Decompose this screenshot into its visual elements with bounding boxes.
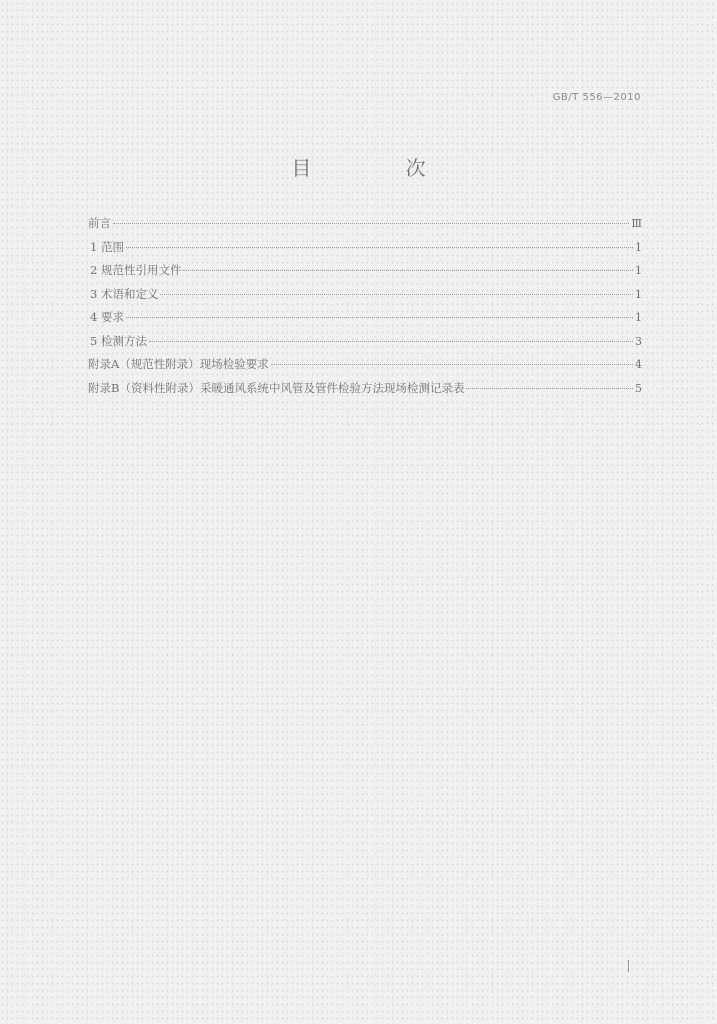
toc-entry-label: 3 术语和定义 [90, 286, 159, 301]
scan-mark [628, 960, 629, 972]
toc-entry-label: 前言 [88, 216, 111, 230]
toc-dot-leader [183, 270, 633, 271]
toc-dot-leader [271, 364, 633, 365]
toc-entry-test-methods[interactable] [88, 332, 642, 356]
toc-entry-label: 附录B（资料性附录）采暖通风系统中风管及管件检验方法现场检测记录表 [88, 380, 465, 395]
toc-page-number: Ⅲ [631, 217, 642, 230]
toc-dot-leader [126, 317, 633, 318]
toc-title: 目 次 [291, 156, 470, 180]
toc-page-number: 1 [635, 311, 642, 324]
toc-dot-leader [149, 341, 633, 342]
toc-entry-normative-references[interactable] [88, 261, 642, 285]
toc-dot-leader [466, 388, 633, 389]
toc-dot-leader [126, 247, 633, 248]
toc-entry-annex-a[interactable] [88, 355, 642, 379]
toc-entry-foreword[interactable] [88, 214, 642, 238]
toc-page-number: 4 [635, 358, 642, 371]
document-code: GB/T 556—2010 [552, 92, 641, 103]
toc-entry-label: 1 范围 [90, 239, 124, 254]
toc-page-number: 1 [635, 264, 642, 277]
toc-entry-label: 2 规范性引用文件 [90, 263, 182, 277]
table-of-contents [88, 214, 642, 402]
toc-entry-label: 附录A（规范性附录）现场检验要求 [88, 357, 269, 371]
toc-entry-label: 4 要求 [90, 310, 124, 324]
toc-page-number: 3 [635, 334, 642, 348]
toc-entry-label: 5 检测方法 [90, 333, 147, 348]
toc-entry-annex-b[interactable] [88, 379, 642, 403]
toc-entry-scope[interactable] [88, 238, 642, 262]
toc-entry-requirements[interactable] [88, 308, 642, 332]
toc-entry-terms-definitions[interactable] [88, 285, 642, 309]
toc-page-number: 5 [635, 381, 642, 395]
toc-page-number: 1 [635, 240, 642, 254]
toc-dot-leader [160, 294, 633, 295]
toc-dot-leader [113, 223, 629, 224]
toc-page-number: 1 [635, 287, 642, 301]
